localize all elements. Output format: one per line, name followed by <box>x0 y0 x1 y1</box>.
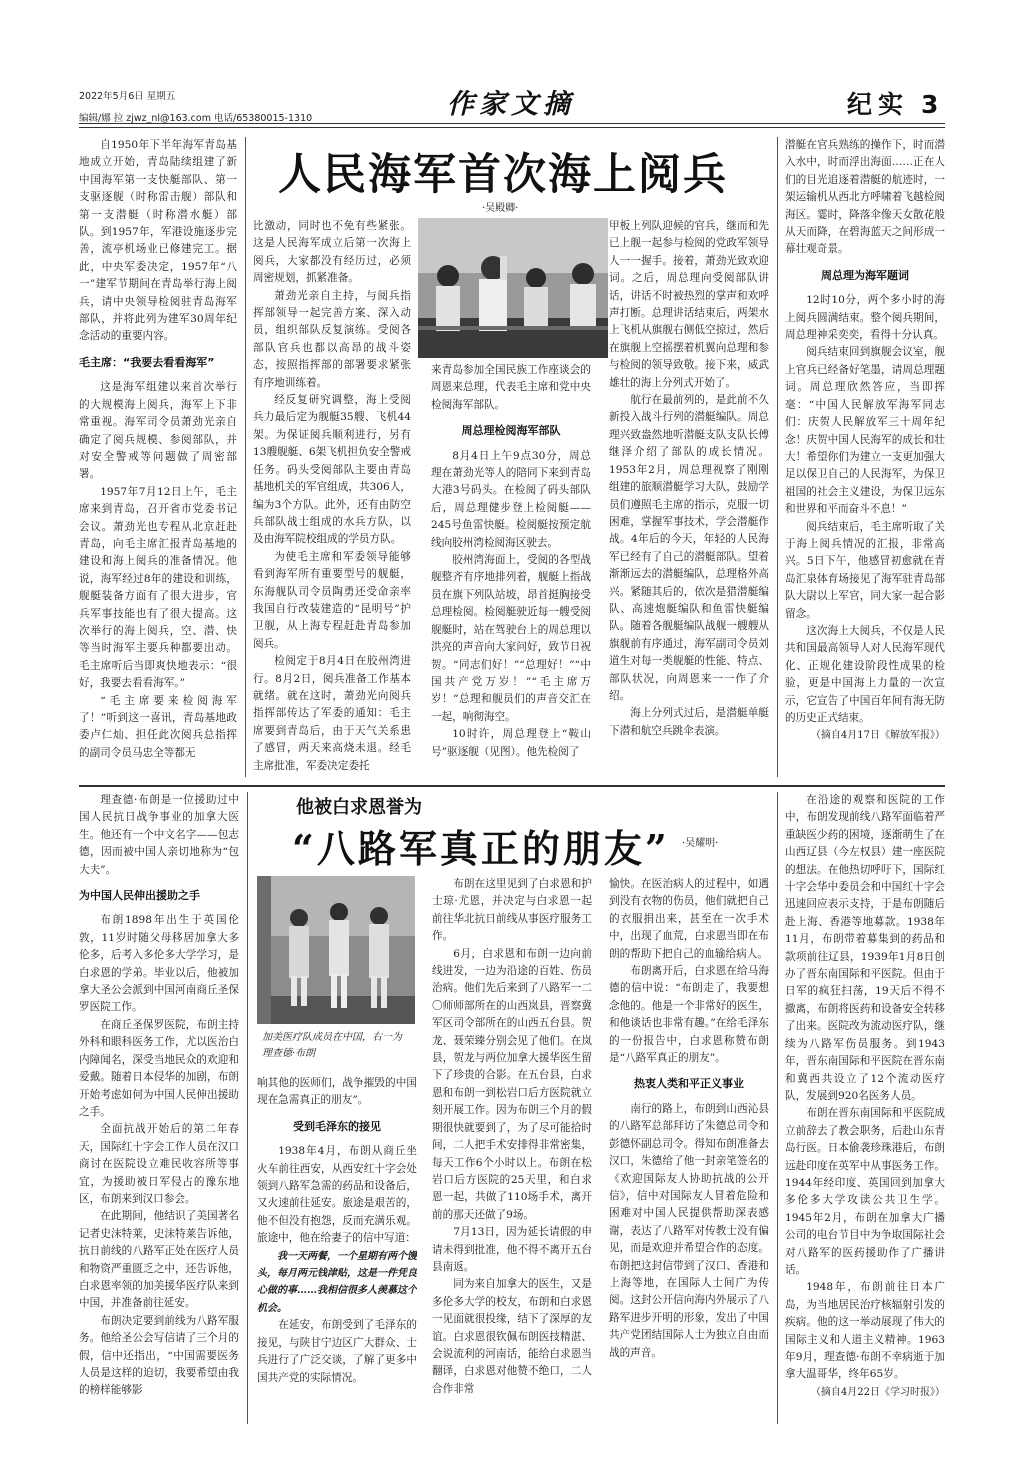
paragraph: 来青岛参加全国民族工作座谈会的周恩来总理，代表毛主席和党中央检阅海军部队。 <box>431 364 591 411</box>
paragraph: 阅兵结束回到旗舰会议室，舰上官兵已经备好笔墨，请周总理题词。周总理欣然答应，当即挥毫：“中国人民解放军海军同志们：庆贺人民解放军三十周年纪念！庆贺中国人民海军的成长和壮大！希望你们为建立一支更加强大足以保卫自己的人民海军，为保卫祖国的社会主义建设，为保卫远东和世界和平而奋斗不息！” <box>785 346 945 516</box>
medical-team-photo <box>257 876 415 1024</box>
paragraph: 为使毛主席和军委领导能够看到海军所有重要型号的舰艇，东海舰队司令员陶勇还受命亲率我国自行改装建造的“昆明号”护卫舰，从上海专程赶赴青岛参加阅兵。 <box>253 550 411 650</box>
column-divider <box>777 792 778 1424</box>
paragraph: 7月13日，因为延长请假的申请未得到批准，他不得不离开五台县南返。 <box>432 1226 592 1273</box>
paragraph: 自1950年下半年海军青岛基地成立开始，青岛陆续组建了新中国海军第一支快艇部队、第一支驱逐舰（时称雷击舰）部队和第一支潜艇（时称潜水艇）部队。到1957年，军港设施逐步完善，流亭机场业已修建完工。据此，中央军委决定，1957年“八一”建军节期间在青岛举行海上阅兵，请中央领导检阅驻青岛海军部队，并将此列为建军30周年纪念活动的重要内容。 <box>79 139 237 343</box>
article-column <box>785 137 945 777</box>
header-rule <box>79 123 945 128</box>
subheading: 受到毛泽东的接见 <box>293 1119 381 1133</box>
section-title <box>847 85 944 121</box>
subheading: 周总理为海军题词 <box>821 268 909 282</box>
paragraph: 海上分列式过后，是潜艇单艇下潜和航空兵跳伞表演。 <box>609 707 769 737</box>
paragraph: 理查德·布朗是一位援助过中国人民抗日战争事业的加拿大医生。他还有一个中文名字——包志德，因而被中国人亲切地称为“包大夫”。 <box>79 794 239 876</box>
article-column <box>253 218 411 777</box>
masthead-logo: 作家文摘 <box>447 89 575 120</box>
paragraph: 在延安，布朗受到了毛泽东的接见，与陕甘宁边区广大群众、士兵进行了广泛交谈，了解了更多中国共产党的实际情况。 <box>257 1319 417 1384</box>
article-byline: ·吴耀明· <box>682 838 719 849</box>
paragraph: 在商丘圣保罗医院，布朗主持外科和眼科医务工作，尤以医治白内障闻名，深受当地民众的欢迎和爱戴。随着日本侵华的加剧，布朗开始考虑如何为中国人民伸出援助之手。 <box>79 1018 239 1118</box>
photo-caption: 加美医疗队成员在中国，右一为理查德·布朗 <box>262 1032 402 1059</box>
paragraph: 1948年，布朗前往日本广岛，为当地居民治疗核辐射引发的疾病。他的这一举动展现了伟大的国际主义和人道主义精神。1963年9月，理查德·布朗不幸病逝于加拿大温哥华，终年65岁。 <box>785 1281 945 1381</box>
paragraph: 我一天两餐，一个星期有两个馒头，每月两元钱津贴，这是一件凭良心做的事……我相信很多人羡慕这个机会。 <box>257 1250 417 1314</box>
article-column <box>79 792 239 1424</box>
paragraph: 布朗1898年出生于英国伦敦，11岁时随父母移居加拿大多伦多，后考入多伦多大学学习，是白求恩的学弟。毕业以后，他被加拿大圣公会派到中国河南商丘圣保罗医院工作。 <box>79 914 239 1014</box>
page-number: 3 <box>921 90 945 119</box>
paragraph: 南行的路上，布朗到山西沁县的八路军总部拜访了朱德总司令和彭德怀副总司令。得知布朗准备去汉口，朱德给了他一封亲笔签名的《欢迎国际友人协助抗战的公开信》，信中对国际友人冒着危险和困难对中国人民提供帮助深表感谢，表达了八路军对传教士没有偏见，而是欢迎并希望合作的态度。布朗把这封信带到了汉口、香港和上海等地，在国际人士间广为传阅。这封公开信向海内外展示了八路军进步开明的形象，发出了中国共产党团结国际人士为独立自由而战的声音。 <box>609 1102 769 1359</box>
subheading: 为中国人民伸出援助之手 <box>79 889 200 903</box>
photo-image <box>257 876 415 1024</box>
paragraph: 10时许，周总理登上“鞍山号”驱逐舰（见图）。他先检阅了 <box>431 728 591 758</box>
paragraph: 布朗在晋东南国际和平医院成立前辞去了教会职务，后赴山东青岛行医。日本偷袭珍珠港后，布朗远赴印度在英军中从事医务工作。1944年经印度、英国回到加拿大多伦多大学攻读公共卫生学。1945年2月，布朗在加拿大广播公司的电台节目中为争取国际社会对八路军的医药援助作了广播讲话。 <box>785 1107 945 1276</box>
source-note: （摘自4月22日《学习时报》） <box>810 1386 945 1398</box>
article-column <box>432 876 592 1424</box>
paragraph: 布朗在这里见到了白求恩和护士琼·尤恩，并决定与白求恩一起前往华北抗日前线从事医疗服务工作。 <box>432 878 592 943</box>
subheading: 热衷人类和平正义事业 <box>634 1077 744 1091</box>
article-column <box>609 876 769 1424</box>
paragraph: 1957年7月12日上午，毛主席来到青岛，召开省市党委书记会议。萧劲光也专程从北京赶赴青岛，向毛主席汇报青岛基地的建设和海上阅兵的准备情况。他说，海军经过8年的建设和训练，舰艇装备方面有了很大进步，官兵军事技能也有了很大提高。这次举行的海上阅兵，空、潜、快等当时海军主要兵种都要出动。毛主席听后当即爽快地表示：“很好，我要去看看海军。” <box>79 485 237 690</box>
paragraph: 12时10分，两个多小时的海上阅兵圆满结束。整个阅兵期间，周总理神采奕奕，看得十分认真。 <box>785 294 945 342</box>
paragraph: 在沿途的观察和医院的工作中，布朗发现前线八路军面临着严重缺医少药的困境，逐渐萌生了在山西辽县（今左权县）建一座医院的想法。在他热切呼吁下，国际红十字会华中委员会和中国红十字会迅速回应表示支持，于是布朗随后赴上海、香港等地募款。1938年11月，布朗带着募集到的药品和款项前往辽县，1939年1月8日创办了晋东南国际和平医院。但由于日军的疯狂扫荡，19天后不得不撤离，布朗将医药和设备安全转移了出来。医院改为流动医疗队，继续为八路军伤员服务。到1943年，晋东南国际和平医院在晋东南和冀西共设立了12个流动医疗队，发展到920名医务人员。 <box>785 794 945 1102</box>
issue-date: 2022年5月6日 星期五 <box>79 91 176 102</box>
article-column <box>609 218 769 777</box>
source-note: （摘自4月17日《解放军报》） <box>810 730 945 742</box>
paragraph: 这次海上大阅兵，不仅是人民共和国最高领导人对人民海军现代化、正规化建设阶段性成果的检验，更是中国海上力量的一次宣示，它宣告了中国百年间有海无防的历史正式结束。 <box>785 624 945 724</box>
photo-image <box>418 218 608 358</box>
subheading: 毛主席：“我要去看看海军” <box>79 355 215 369</box>
section-name: 纪实 <box>847 90 910 119</box>
article-kicker: 他被白求恩誉为 <box>296 797 422 818</box>
column-divider <box>777 137 778 777</box>
article-separator <box>79 785 945 787</box>
paragraph: 6月，白求恩和布朗一边向前线进发，一边为沿途的百姓、伤员治病。他们先后来到了八路军一二〇师师部所在的山西岚县，晋察冀军区司令部所在的山西五台县。贺龙、聂荣臻分别会见了他们。在岚县，贺龙与两位加拿大援华医生留下了珍贵的合影。在五台县，白求恩和布朗一到松岩口后方医院就立刻开展工作。因为布朗三个月的假期很快就要到了，为了尽可能拾时间，二人把手术安排得非常密集，每天工作6个小时以上。布朗在松岩口后方医院的25天里，和白求恩一起，共做了110场手术，离开前的那天还做了9场。 <box>432 947 592 1221</box>
paragraph: 1938年4月，布朗从商丘坐火车前往西安，从西安红十字会处领到八路军急需的药品和设备后，又火速前往延安。旅途是艰苦的，他不但没有抱怨，反而充满乐观。旅途中，他在给妻子的信中写道： <box>257 1145 417 1245</box>
article-title: 人民海军首次海上阅兵 <box>278 150 728 200</box>
paragraph: 经反复研究调整，海上受阅兵力最后定为舰艇35艘、飞机44架。为保证阅兵顺利进行，另有13艘舰艇、6架飞机担负安全警戒任务。码头受阅部队主要由青岛基地机关的军官组成，共306人，编为3个方队。此外，还有由防空兵部队战士组成的水兵方队，以及由海军院校组成的学员方队。 <box>253 394 411 546</box>
paragraph: 航行在最前列的，是此前不久新投入战斗行列的潜艇编队。周总理兴致盎然地听潜艇支队支队长傅继泽介绍了部队的成长情况。1953年2月，周总理视察了刚刚组建的旅顺潜艇学习大队，鼓励学员们遵照毛主席的指示，克服一切困难，掌握军事技术，学会潜艇作战。4年后的今天，年轻的人民海军已经有了自己的潜艇部队。望着渐渐远去的潜艇编队，总理格外高兴。紧随其后的，依次是猎潜艇编队、高速炮艇编队和鱼雷快艇编队。随着各舰艇编队战舰一艘艘从旗舰前有序通过，海军副司令员刘道生对每一类舰艇的性能、特点、部队状况，向周恩来一一作了介绍。 <box>609 394 769 702</box>
article-column <box>257 1075 417 1424</box>
column-divider <box>245 137 246 777</box>
paragraph: 全面抗战开始后的第二年春天，国际红十字会工作人员在汉口商讨在医院设立难民收容所等事宜，为援助被日军侵占的豫东地区，布朗来到汉口参会。 <box>79 1123 239 1205</box>
editor-contacts: 编辑/娜 拉 zjwz_nl@163.com 电话/65380015-1310 <box>79 113 313 124</box>
paragraph: 潜艇在官兵熟练的操作下，时而潜入水中，时而浮出海面……正在人们的目光追逐着潜艇的航迹时，一架运输机从西北方呼啸着飞越检阅海区。霎时，降落伞像天女散花般从天而降，在碧海蓝天之间形成一幕壮观奇景。 <box>785 139 945 256</box>
paragraph: 检阅定于8月4日在胶州湾进行。8月2日，阅兵准备工作基本就绪。就在这时，萧劲光向阅兵指挥部传达了军委的通知：毛主席要到青岛后，由于天气关系患了感冒，两天来高烧未退。经毛主席批准，军委决定委托 <box>253 655 411 772</box>
paragraph: 布朗离开后，白求恩在给马海德的信中说：“布朗走了，我要想念他的。他是一个非常好的医生，和他谈话也非常有趣。”在给毛泽东的一份报告中，白求恩称赞布朗是“八路军真正的朋友”。 <box>609 965 769 1065</box>
paragraph: 8月4日上午9点30分，周总理在萧劲光等人的陪同下来到青岛大港3号码头。在检阅了码头部队后，周总理健步登上检阅艇——245号鱼雷快艇。检阅艇按预定航线向胶州湾检阅海区驶去。 <box>431 449 591 549</box>
article-byline: ·吴殿卿· <box>482 203 519 214</box>
subheading: 周总理检阅海军部队 <box>461 424 561 438</box>
review-photo <box>418 218 608 358</box>
article-column <box>431 362 591 777</box>
paragraph: 在此期间，他结识了美国著名记者史沫特莱，史沫特莱告诉他，抗日前线的八路军正处在医疗人员和物资严重匮乏之中，还告诉他，白求恩率领的加美援华医疗队来到中国，并准备前往延安。 <box>79 1210 239 1310</box>
paragraph: 阅兵结束后，毛主席听取了关于海上阅兵情况的汇报，非常高兴。5日下午，他感冒初愈就在青岛汇泉体育场接见了海军驻青岛部队大尉以上军官，同大家一起合影留念。 <box>785 520 945 620</box>
paragraph: 萧劲光亲自主持，与阅兵指挥部领导一起完善方案、深入动员，组织部队反复演练。受阅各部队官兵也都以高昂的战斗姿态，按照指挥部的部署要求紧张有序地训练着。 <box>253 289 411 389</box>
paragraph: 比激动，同时也不免有些紧张。这是人民海军成立后第一次海上阅兵，大家都没有经历过，必须周密规划，抓紧准备。 <box>253 220 411 285</box>
paragraph: 这是海军组建以来首次举行的大规模海上阅兵，海军上下非常重视。海军司令员萧劲光亲自确定了阅兵规模、参阅部队，并对安全警戒等问题做了周密部署。 <box>79 381 237 481</box>
paragraph: 愉快。在医治病人的过程中，如遇到没有衣物的伤员，他们就把自己的衣服捐出来，甚至在一次手术中，出现了血荒，白求恩当即在布朗的帮助下把自己的血输给病人。 <box>609 878 769 960</box>
paragraph: 胶州湾海面上，受阅的各型战舰整齐有序地排列着，舰艇上指战员在旗下列队站坡，昂首挺胸接受总理检阅。检阅艇驶近每一艘受阅舰艇时，站在驾驶台上的周总理以洪亮的声音向大家问好，致节日祝贺。“同志们好！”“总理好！”“中国共产党万岁！”“毛主席万岁！”总理和舰员们的声音交汇在一起，响彻海空。 <box>431 554 591 723</box>
paragraph: 响其他的医师们，战争摧毁的中国现在急需真正的朋友”。 <box>257 1077 417 1107</box>
article-column <box>79 137 237 777</box>
article-title: “八路军真正的朋友” <box>292 826 670 871</box>
article-column <box>785 792 945 1424</box>
paragraph: “毛主席要来检阅海军了！”听到这一喜讯，青岛基地政委卢仁灿、担任此次阅兵总指挥的副司令员马忠全等都无 <box>79 694 237 759</box>
paragraph: 同为来自加拿大的医生，又是多伦多大学的校友，布朗和白求恩一见面就很投缘，结下了深厚的友谊。白求恩很钦佩布朗医技精湛、会说流利的河南话，能给白求恩当翻译，白求恩对他赞不绝口，二人合作非常 <box>432 1278 592 1395</box>
column-divider <box>247 792 248 1424</box>
paragraph: 布朗决定要到前线为八路军服务。他给圣公会写信请了三个月的假，信中还指出，“中国需要医务人员是这样的迫切，我要希望由我的榜样能够影 <box>79 1314 239 1397</box>
paragraph: 甲板上列队迎候的官兵，继而和先已上舰一起参与检阅的党政军领导人一一握手。接着，萧劲光致欢迎词。之后，周总理向受阅部队讲话，讲话不时被热烈的掌声和欢呼声打断。总理讲话结束后，两架水上飞机从旗舰右侧低空掠过，然后在旗舰上空摇摆着机翼向总理和参与检阅的领导致敬。接下来，威武雄壮的海上分列式开始了。 <box>609 220 769 389</box>
